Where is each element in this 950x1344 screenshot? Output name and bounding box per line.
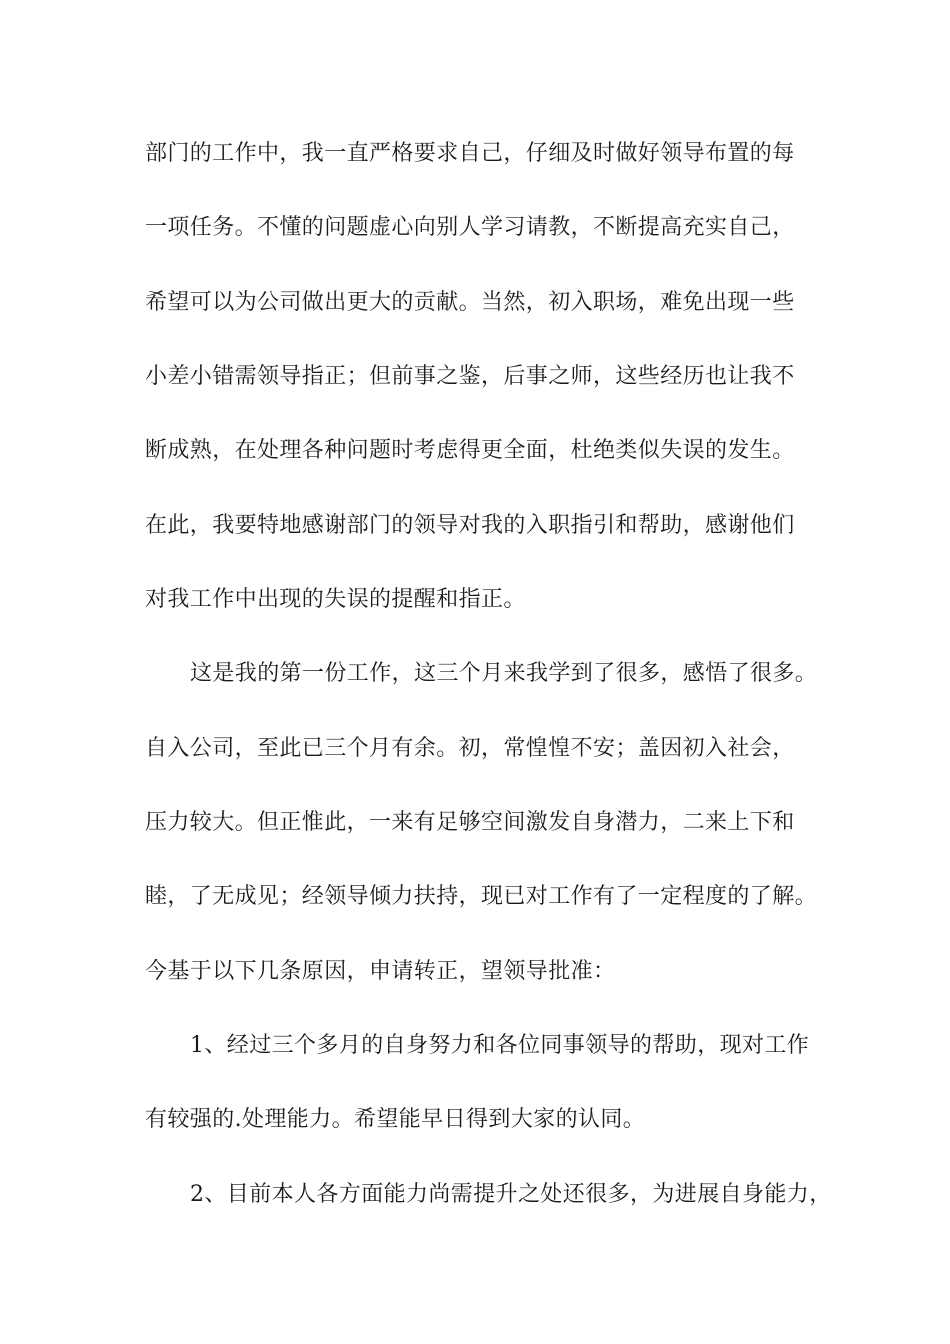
paragraph-line: 在此，我要特地感谢部门的领导对我的入职指引和帮助，感谢他们 (145, 513, 795, 538)
paragraph-line: 希望可以为公司做出更大的贡献。当然，初入职场，难免出现一些 (145, 290, 795, 315)
list-item-line: 1、经过三个多月的自身努力和各位同事领导的帮助，现对工作 (190, 1033, 810, 1058)
paragraph-line: 今基于以下几条原因，申请转正，望领导批准： (145, 959, 616, 984)
paragraph-line: 这是我的第一份工作，这三个月来我学到了很多，感悟了很多。 (190, 661, 818, 686)
paragraph-line: 对我工作中出现的失误的提醒和指正。 (145, 587, 526, 612)
paragraph-line: 部门的工作中，我一直严格要求自己，仔细及时做好领导布置的每 (145, 141, 795, 166)
paragraph-line: 断成熟，在处理各种问题时考虑得更全面，杜绝类似失误的发生。 (145, 438, 795, 463)
paragraph-line: 小差小错需领导指正；但前事之鉴，后事之师，这些经历也让我不 (145, 364, 795, 389)
list-item-line: 有较强的.处理能力。希望能早日得到大家的认同。 (145, 1107, 646, 1132)
paragraph-line: 睦，了无成见；经领导倾力扶持，现已对工作有了一定程度的了解。 (145, 884, 818, 909)
paragraph-line: 压力较大。但正惟此，一来有足够空间激发自身潜力，二来上下和 (145, 810, 795, 835)
list-item-line: 2、目前本人各方面能力尚需提升之处还很多，为进展自身能力， (190, 1182, 832, 1207)
paragraph-line: 自入公司，至此已三个月有余。初，常惶惶不安；盖因初入社会， (145, 736, 795, 761)
paragraph-line: 一项任务。不懂的问题虚心向别人学习请教，不断提高充实自己， (145, 215, 795, 240)
